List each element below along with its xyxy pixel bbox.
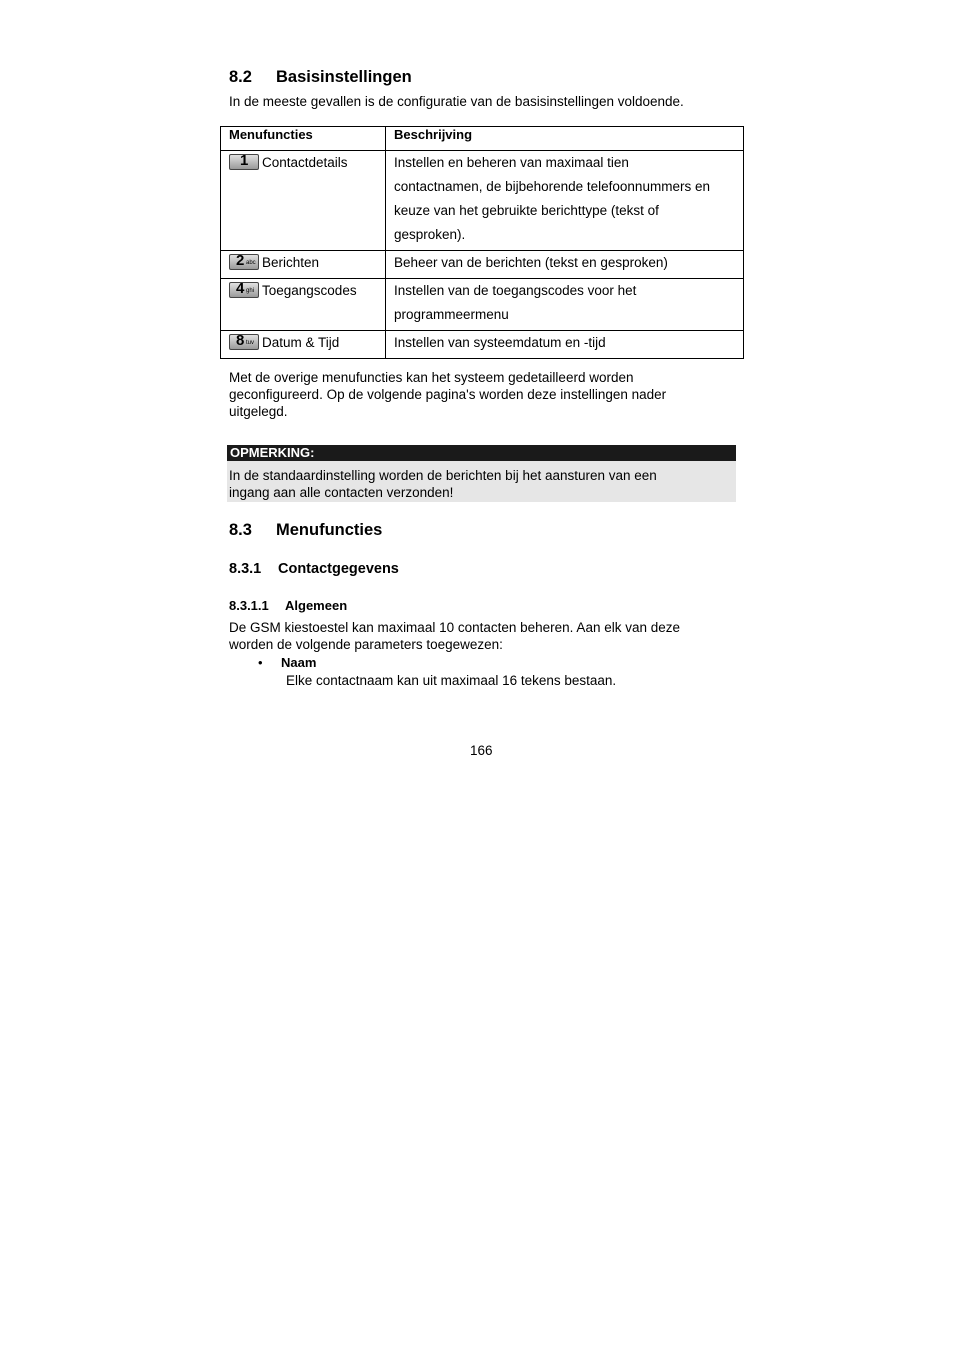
note-body (227, 461, 736, 502)
section-number: 8.3.1.1 (229, 598, 269, 613)
description-line: keuze van het gebruikte berichttype (tekst of (394, 203, 659, 218)
menu-function-label: Contactdetails (262, 155, 348, 170)
table-row (221, 279, 744, 331)
paragraph-line: Met de overige menufuncties kan het systeem gedetailleerd worden (229, 370, 634, 385)
menu-function-cell (221, 151, 386, 251)
description-cell (386, 251, 744, 279)
keypad-key-icon (229, 254, 259, 270)
menu-function-cell (221, 279, 386, 331)
section-title: Algemeen (285, 598, 348, 613)
key-digit: 4 (236, 280, 245, 297)
keypad-key-icon (229, 334, 259, 350)
algemeen-paragraph (229, 619, 680, 653)
page-number: 166 (470, 743, 493, 758)
key-letters: tuv (246, 340, 255, 346)
section-number: 8.3.1 (229, 561, 262, 577)
keypad-key-icon (229, 154, 259, 170)
section-8-3-heading (229, 521, 382, 540)
description-line: Beheer van de berichten (tekst en gesproken) (394, 255, 668, 270)
description-line: programmeermenu (394, 307, 509, 322)
section-number: 8.2 (229, 68, 252, 86)
key-letters: abc (246, 260, 256, 266)
table-header-row (221, 127, 744, 151)
paragraph-line: worden de volgende parameters toegewezen: (229, 637, 503, 652)
description-line: Instellen van systeemdatum en -tijd (394, 335, 606, 350)
description-cell (386, 279, 744, 331)
section-title: Menufuncties (276, 521, 383, 539)
keypad-key-icon (229, 282, 259, 298)
bullet-icon: • (258, 655, 263, 670)
note-title: OPMERKING: (227, 445, 736, 461)
after-table-paragraph (229, 369, 666, 420)
description-line: gesproken). (394, 227, 466, 242)
table-row (221, 251, 744, 279)
section-title: Contactgegevens (278, 561, 399, 577)
section-8-3-1-heading (229, 561, 399, 577)
menu-function-label: Toegangscodes (262, 283, 357, 298)
note-line: ingang aan alle contacten verzonden! (229, 485, 454, 500)
description-line: Instellen van de toegangscodes voor het (394, 283, 637, 298)
description-cell (386, 331, 744, 359)
section-8-3-1-1-heading (229, 598, 347, 613)
paragraph-line: geconfigureerd. Op de volgende pagina's worden deze instellingen nader (229, 387, 667, 402)
paragraph-line: uitgelegd. (229, 404, 288, 419)
intro-text: In de meeste gevallen is de configuratie van de basisinstellingen voldoende. (229, 94, 684, 109)
table-header-cell: Menufuncties (221, 127, 386, 151)
menu-function-label: Datum & Tijd (262, 335, 340, 350)
table-row (221, 331, 744, 359)
menu-function-cell (221, 251, 386, 279)
key-digit: 1 (240, 152, 249, 169)
section-number: 8.3 (229, 521, 252, 539)
key-digit: 8 (236, 332, 245, 349)
table-row (221, 151, 744, 251)
description-line: Instellen en beheren van maximaal tien (394, 155, 629, 170)
menu-function-label: Berichten (262, 255, 320, 270)
key-letters: ghi (246, 288, 255, 294)
note-line: In de standaardinstelling worden de berichten bij het aansturen van een (229, 468, 657, 483)
table-header-cell: Beschrijving (386, 127, 744, 151)
section-8-2-heading (229, 68, 412, 87)
menu-function-cell (221, 331, 386, 359)
bullet-label: Naam (281, 655, 317, 670)
description-line: contactnamen, de bijbehorende telefoonnummers en (394, 179, 710, 194)
section-title: Basisinstellingen (276, 68, 412, 86)
menu-functions-table (220, 126, 744, 359)
bullet-text: Elke contactnaam kan uit maximaal 16 tekens bestaan. (286, 673, 617, 688)
description-cell (386, 151, 744, 251)
paragraph-line: De GSM kiestoestel kan maximaal 10 contacten beheren. Aan elk van deze (229, 620, 681, 635)
key-digit: 2 (236, 252, 245, 269)
